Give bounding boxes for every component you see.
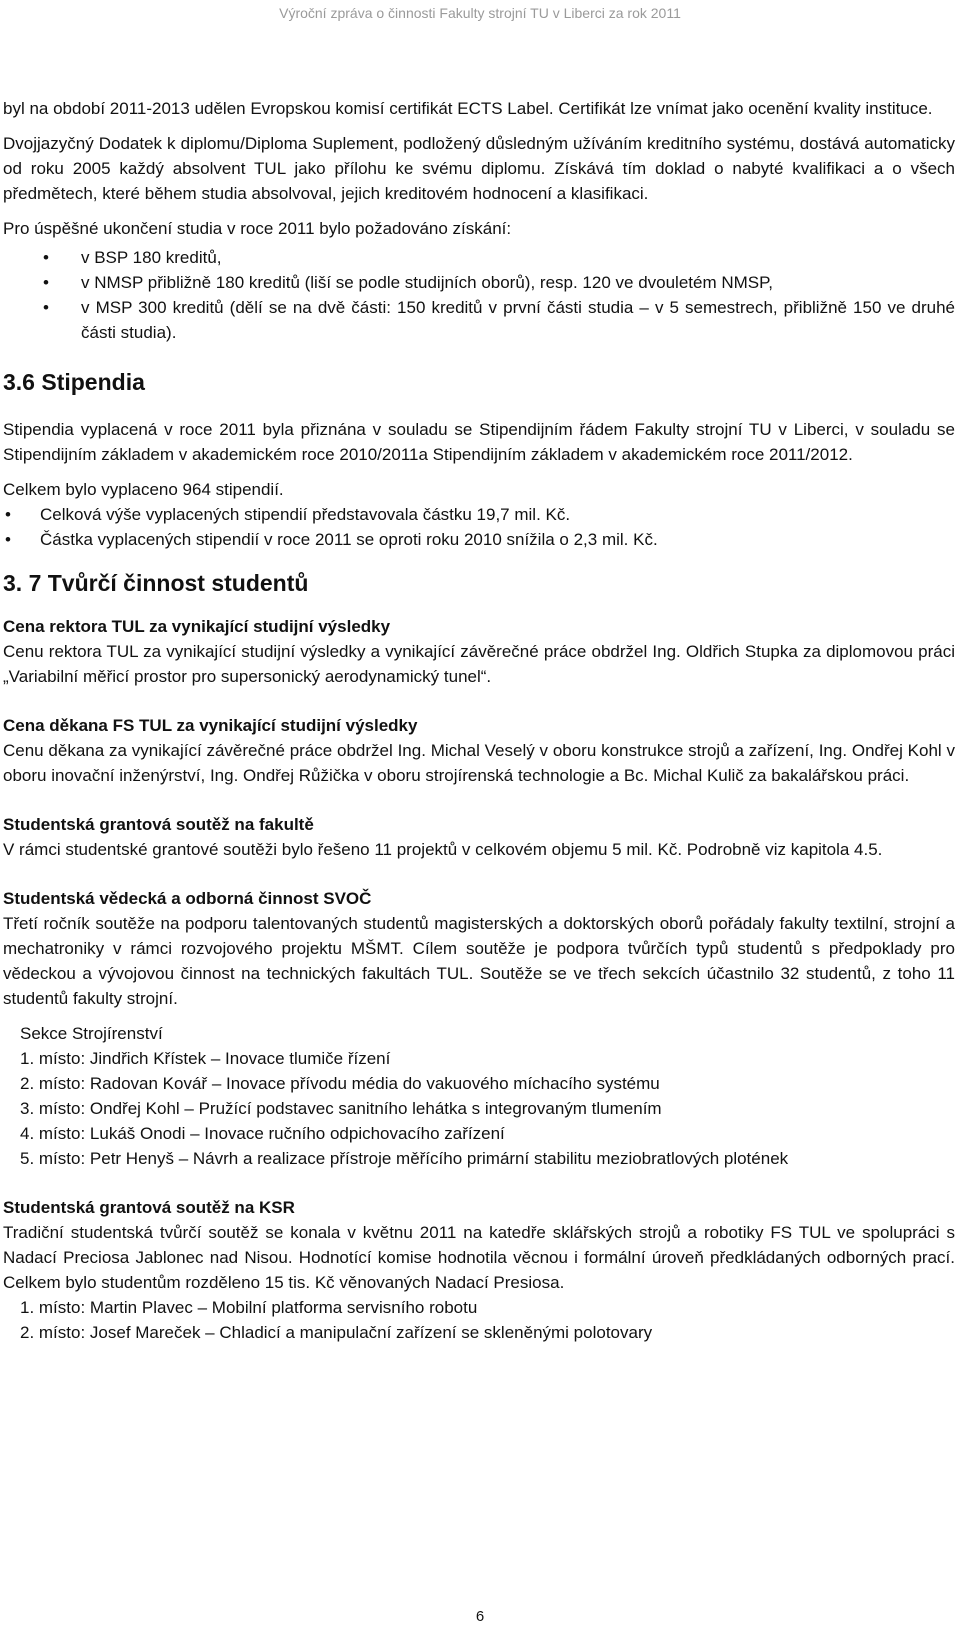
- intro-paragraph-3: Pro úspěšné ukončení studia v roce 2011 bylo požadováno získání:: [3, 219, 512, 238]
- credit-requirements-list: [3, 245, 955, 345]
- faculty-grant-text: V rámci studentské grantové soutěži bylo řešeno 11 projektů v celkovém objemu 5 mil. Kč. Podrobně viz kapitola 4.5.: [3, 840, 883, 859]
- section-heading-creative-activity: 3. 7 Tvůrčí činnost studentů: [3, 570, 309, 596]
- stipendia-list: [3, 502, 955, 552]
- bullet-icon: •: [43, 248, 49, 267]
- list-item: • v MSP 300 kreditů (dělí se na dvě části: 150 kreditů v první části studia – v 5 semestrech, přibližně 150 ve druhé části studia).: [3, 295, 955, 345]
- svoc-text: Třetí ročník soutěže na podporu talentovaných studentů magisterských a doktorských oborů pořádaly fakulty textilní, strojní a mechatroniky v rámci rozvojového projektu MŠMT. Cílem soutěže je podpora tvůrčích typů studentů s předpoklady pro vědeckou a vývojovou činnost na technických fakultách TUL. Soutěže se ve třech sekcích účastnilo 32 studentů, z toho 11 studentů fakulty strojní.: [3, 914, 955, 1008]
- ksr-grant-heading: Studentská grantová soutěž na KSR: [3, 1198, 295, 1217]
- dean-award-text: Cenu děkana za vynikající závěrečné práce obdržel Ing. Michal Veselý v oboru konstrukce strojů a zařízení, Ing. Ondřej Kohl v oboru inovační inženýrství, Ing. Ondřej Růžička v oboru strojírenská technologie a Bc. Michal Kulič za bakalářskou práci.: [3, 741, 955, 785]
- svoc-results-list: [20, 1021, 955, 1171]
- bullet-icon: •: [43, 273, 49, 292]
- rector-award-heading: Cena rektora TUL za vynikající studijní výsledky: [3, 617, 391, 636]
- list-item: • v NMSP přibližně 180 kreditů (liší se podle studijních oborů), resp. 120 ve dvouletém NMSP,: [3, 270, 955, 295]
- intro-paragraph-1: byl na období 2011-2013 udělen Evropskou komisí certifikát ECTS Label. Certifikát lze vnímat jako ocenění kvality instituce.: [3, 99, 933, 118]
- rector-award-text: Cenu rektora TUL za vynikající studijní výsledky a vynikající závěrečné práce obdržel Ing. Oldřich Stupka za diplomovou práci „Variabilní měřicí prostor pro supersonický aerodynamický tunel“.: [3, 642, 955, 686]
- bullet-icon: •: [5, 505, 11, 524]
- list-item: • v BSP 180 kreditů,: [3, 245, 955, 270]
- intro-paragraph-2: Dvojjazyčný Dodatek k diplomu/Diploma Suplement, podložený důsledným užíváním kreditního systému, dostává automaticky od roku 2005 každý absolvent TUL jako přílohu ke svému diplomu. Získává tím doklad o nabyté kvalifikaci a o všech předmětech, které během studia absolvoval, jejich kreditovém hodnocení a klasifikaci.: [3, 134, 955, 203]
- stipendia-count: Celkem bylo vyplaceno 964 stipendií.: [3, 480, 284, 499]
- list-item: • Celková výše vyplacených stipendií představovala částku 19,7 mil. Kč.: [3, 502, 955, 527]
- bullet-icon: •: [43, 298, 49, 317]
- list-item: 5. místo: Petr Henyš – Návrh a realizace přístroje měřícího primární stabilitu meziobratlových plotének: [20, 1149, 789, 1168]
- list-item: 4. místo: Lukáš Onodi – Inovace ručního odpichovacího zařízení: [20, 1124, 505, 1143]
- running-header: Výroční zpráva o činnosti Fakulty strojní TU v Liberci za rok 2011: [279, 5, 681, 21]
- list-title: Sekce Strojírenství: [20, 1024, 163, 1043]
- stipendia-paragraph: Stipendia vyplacená v roce 2011 byla přiznána v souladu se Stipendijním řádem Fakulty strojní TU v Liberci, v souladu se Stipendijním základem v akademickém roce 2010/2011a Stipendijním základem v akademickém roce 2011/2012.: [3, 420, 955, 464]
- faculty-grant-heading: Studentská grantová soutěž na fakultě: [3, 815, 314, 834]
- page-number: 6: [475, 1608, 485, 1625]
- dean-award-heading: Cena děkana FS TUL za vynikající studijní výsledky: [3, 716, 418, 735]
- document-body: [3, 96, 955, 1345]
- list-item: 2. místo: Radovan Kovář – Inovace přívodu média do vakuového míchacího systému: [20, 1074, 660, 1093]
- list-item: 2. místo: Josef Mareček – Chladicí a manipulační zařízení se skleněnými polotovary: [20, 1323, 653, 1342]
- section-heading-stipendia: 3.6 Stipendia: [3, 369, 145, 395]
- ksr-grant-text: Tradiční studentská tvůrčí soutěž se konala v květnu 2011 na katedře sklářských strojů a robotiky FS TUL ve spolupráci s Nadací Preciosa Jablonec nad Nisou. Hodnotící komise hodnotila věcnou i formální úroveň předkládaných odborných prací. Celkem bylo studentům rozděleno 15 tis. Kč věnovaných Nadací Presiosa.: [3, 1223, 955, 1292]
- list-item: 1. místo: Jindřich Křístek – Inovace tlumiče řízení: [20, 1049, 391, 1068]
- svoc-heading: Studentská vědecká a odborná činnost SVOČ: [3, 889, 372, 908]
- ksr-results-list: [20, 1295, 955, 1345]
- list-item: 1. místo: Martin Plavec – Mobilní platforma servisního robotu: [20, 1298, 478, 1317]
- list-item: • Částka vyplacených stipendií v roce 2011 se oproti roku 2010 snížila o 2,3 mil. Kč.: [3, 527, 955, 552]
- list-item: 3. místo: Ondřej Kohl – Pružící podstavec sanitního lehátka s integrovaným tlumením: [20, 1099, 662, 1118]
- bullet-icon: •: [5, 530, 11, 549]
